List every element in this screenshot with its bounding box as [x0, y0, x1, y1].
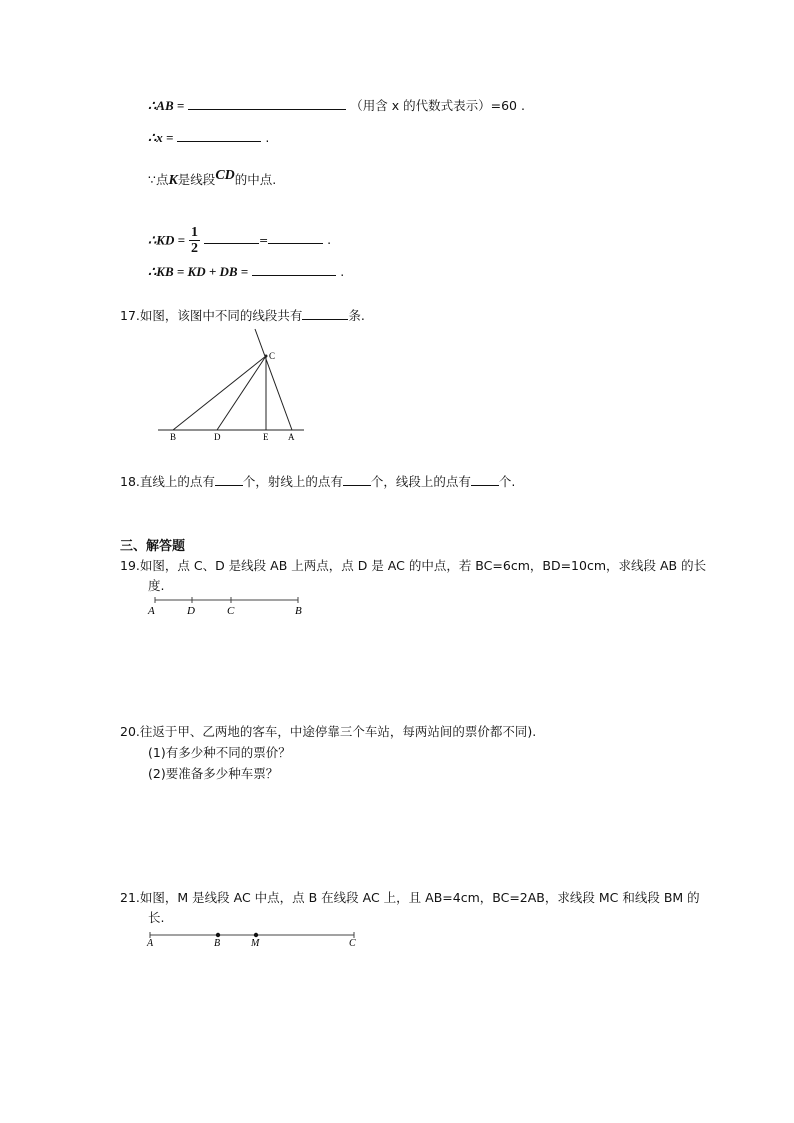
k-post: 的中点.: [234, 172, 277, 187]
ab-tail: （用含 x 的代数式表示）=60 .: [350, 98, 525, 113]
kb-lead: ∴KB = KD + DB =: [148, 264, 249, 279]
q17-figure: [158, 329, 304, 442]
question-20: 20.往返于甲、乙两地的客车，中途停靠三个车站，每两站间的票价都不同).: [120, 724, 537, 739]
q18-part2: 个，射线上的点有: [242, 474, 343, 489]
question-20-sub1: (1)有多少种不同的票价？: [148, 745, 291, 760]
answer-blank-q18-2[interactable]: [343, 473, 371, 486]
question-18: [120, 472, 515, 490]
label-a: A: [148, 605, 155, 617]
segment-cb: [173, 356, 266, 430]
label-b: B: [214, 938, 221, 949]
question-21-line1: 21.如图，M 是线段 AC 中点，点 B 在线段 AC 上，且 AB=4cm，BC=2AB，求线段 MC 和线段 BM 的: [120, 890, 700, 905]
q21-figure: [146, 932, 356, 949]
fraction-denominator: 2: [190, 241, 198, 256]
label-c: C: [227, 605, 235, 617]
answer-blank-q18-1[interactable]: [215, 473, 243, 486]
label-m: M: [251, 938, 260, 949]
k-mid: 是线段: [177, 172, 216, 187]
question-19-line2: 度.: [148, 578, 165, 593]
label-c: C: [269, 351, 276, 361]
label-d: D: [214, 432, 221, 442]
cd-label: CD: [215, 168, 235, 183]
question-21-line2: 长.: [148, 910, 165, 925]
label-b: B: [295, 605, 302, 617]
label-c: C: [349, 938, 356, 949]
question-19-line1: 19.如图，点 C、D 是线段 AB 上两点，点 D 是 AC 的中点，若 BC=6cm，BD=10cm，求线段 AB 的长: [120, 558, 707, 573]
segment-cd: [217, 356, 266, 430]
question-20-sub2: (2)要准备多少种车票？: [148, 766, 279, 781]
kd-tail: .: [327, 232, 332, 247]
kb-tail: .: [340, 264, 345, 279]
q18-part1: 18.直线上的点有: [120, 474, 215, 489]
q19-figure: [147, 597, 302, 617]
k-label: K: [168, 173, 178, 188]
section-title: 三、解答题: [120, 539, 186, 554]
point-b: [216, 933, 220, 937]
label-a: A: [147, 938, 154, 949]
ab-lead: ∴AB =: [148, 98, 185, 113]
kd-equals: =: [258, 234, 269, 247]
point-m: [254, 933, 258, 937]
fraction-numerator: 1: [190, 225, 198, 240]
q17-text-b: 条.: [348, 308, 365, 323]
kd-lead: ∴KD =: [148, 232, 185, 248]
k-pre: ∵点: [148, 172, 169, 187]
x-tail: .: [265, 130, 270, 145]
q18-part4: 个.: [498, 474, 516, 489]
q17-text-a: 17.如图，该图中不同的线段共有: [120, 308, 303, 323]
ray-ca: [255, 329, 292, 430]
label-a: A: [288, 432, 295, 442]
answer-blank-q18-3[interactable]: [471, 473, 499, 486]
q18-part3: 个，线段上的点有: [370, 474, 471, 489]
label-d: D: [187, 605, 195, 617]
x-lead: ∴x =: [148, 130, 174, 145]
label-e: E: [263, 432, 269, 442]
point-c: [265, 355, 268, 358]
label-b: B: [170, 432, 177, 442]
